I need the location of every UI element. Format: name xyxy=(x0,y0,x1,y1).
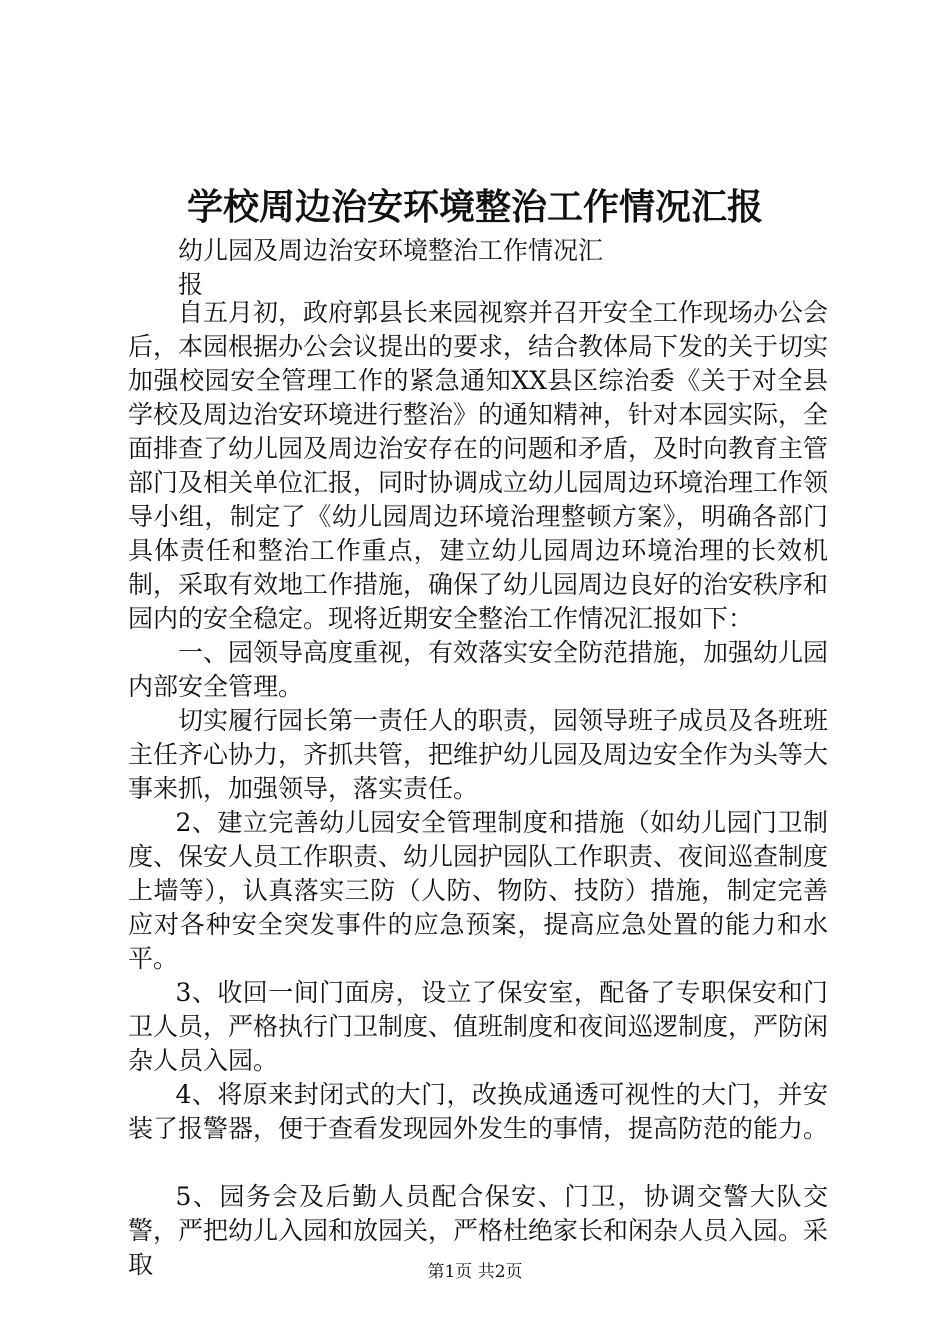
paragraph-section-1-item-1: 切实履行园长第一责任人的职责，园领导班子成员及各班班主任齐心协力，齐抓共管，把维护幼儿园及周边安全作为头等大事来抓，加强领导，落实责任。 xyxy=(128,706,829,803)
paragraph-section-1-item-2: 2、建立完善幼儿园安全管理制度和措施（如幼儿园门卫制度、保安人员工作职责、幼儿园护园队工作职责、夜间巡查制度上墙等），认真落实三防（人防、物防、技防）措施，制定完善应对各种安全突发事件的应急预案，提高应急处置的能力和水平。 xyxy=(128,808,829,973)
document-subtitle: 幼儿园及周边治安环境整治工作情况汇报 xyxy=(178,236,604,299)
paragraph-section-1-heading: 一、园领导高度重视，有效落实安全防范措施，加强幼儿园内部安全管理。 xyxy=(128,638,829,701)
paragraph-section-1-item-4: 4、将原来封闭式的大门，改换成通透可视性的大门，并安装了报警器，便于查看发现园外发生的事情，提高防范的能力。 xyxy=(128,1080,829,1143)
page-footer: 第1页 共2页 xyxy=(427,1262,523,1282)
paragraph-section-1-item-5: 5、园务会及后勤人员配合保安、门卫，协调交警大队交警，严把幼儿入园和放园关，严格杜绝家长和闲杂人员入园。采取 xyxy=(128,1182,829,1279)
paragraph-intro: 自五月初，政府郭县长来园视察并召开安全工作现场办公会后，本园根据办公会议提出的要求，结合教体局下发的关于切实加强校园安全管理工作的紧急通知XX县区综治委《关于对全县学校及周边治安环境进行整治》的通知精神，针对本园实际，全面排查了幼儿园及周边治安存在的问题和矛盾，及时向教育主管部门及相关单位汇报，同时协调成立幼儿园周边环境治理工作领导小组，制定了《幼儿园周边环境治理整顿方案》，明确各部门具体责任和整治工作重点，建立幼儿园周边环境治理的长效机制，采取有效地工作措施，确保了幼儿园周边良好的治安秩序和园内的安全稳定。现将近期安全整治工作情况汇报如下： xyxy=(128,298,829,633)
document-title: 学校周边治安环境整治工作情况汇报 xyxy=(186,186,763,228)
document-body xyxy=(128,296,828,1282)
paragraph-section-1-item-3: 3、收回一间门面房，设立了保安室，配备了专职保安和门卫人员，严格执行门卫制度、值班制度和夜间巡逻制度，严防闲杂人员入园。 xyxy=(128,978,829,1075)
